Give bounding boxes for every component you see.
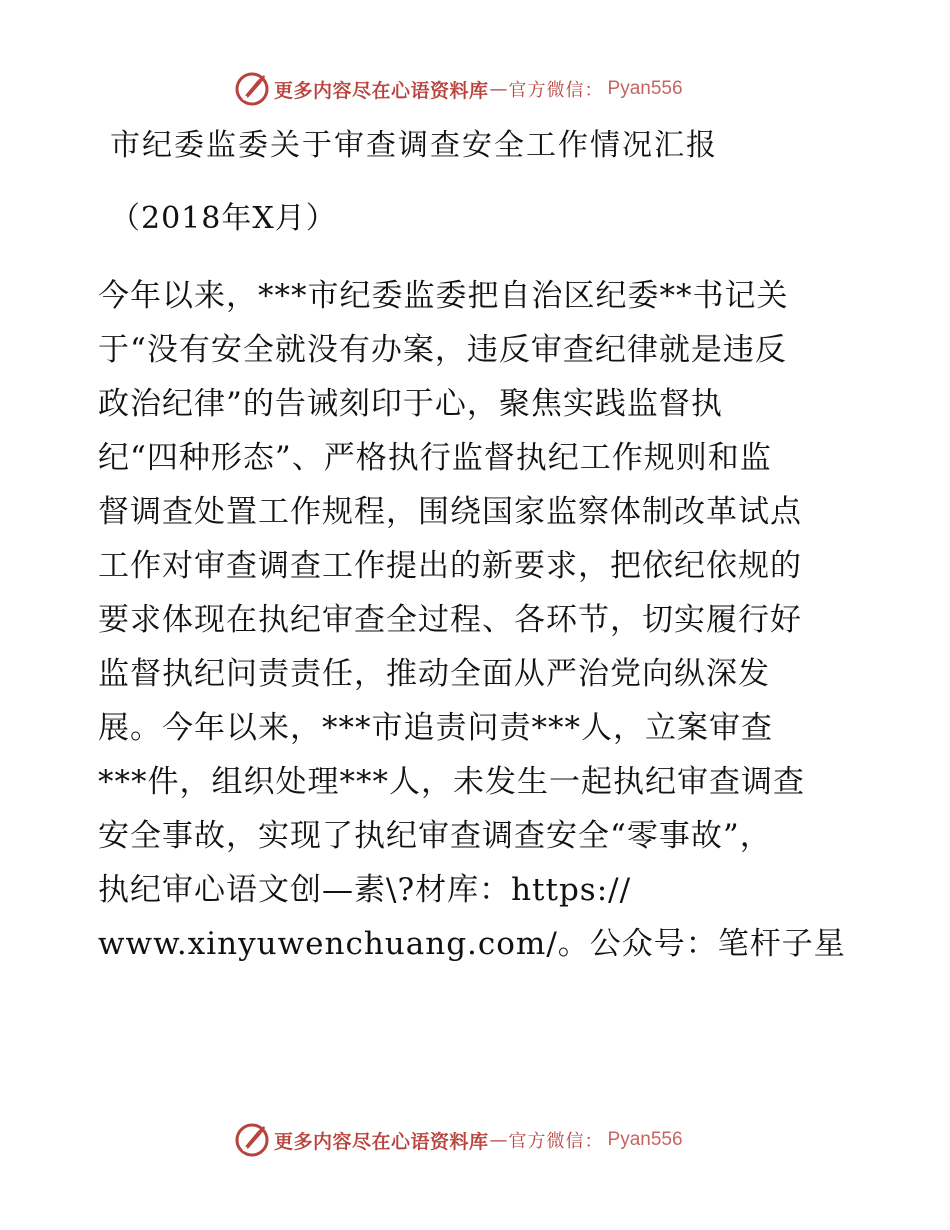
body-line: www.xinyuwenchuang.com/。公众号：笔杆子星 — [98, 926, 846, 962]
banner-wechat-label: 官方微信： — [508, 1131, 604, 1152]
quill-logo-icon — [234, 71, 270, 107]
body-line: 执纪审心语文创—素\?材库：https:// — [98, 872, 632, 908]
banner-wechat-label: 官方微信： — [508, 80, 604, 101]
footer-watermark — [234, 1122, 683, 1158]
document-title: 市纪委监委关于审查调查安全工作情况汇报 — [110, 128, 718, 163]
body-line: 今年以来，***市纪委监委把自治区纪委**书记关 — [98, 278, 789, 314]
header-watermark — [234, 71, 683, 107]
body-line: 于“没有安全就没有办案，违反审查纪律就是违反 — [98, 332, 787, 368]
body-line: 监督执纪问责责任，推动全面从严治党向纵深发 — [98, 656, 770, 692]
body-line: ***件，组织处理***人，未发生一起执纪审查调查 — [98, 764, 805, 800]
body-line: 督调查处置工作规程，围绕国家监察体制改革试点 — [98, 494, 802, 530]
body-line: 要求体现在执纪审查全过程、各环节，切实履行好 — [98, 602, 802, 638]
document-date: （2018年X月） — [110, 201, 337, 236]
banner-dash: — — [489, 1129, 508, 1151]
banner-text: 更多内容尽在心语资料库 — [274, 79, 489, 102]
body-line: 政治纪律”的告诫刻印于心，聚焦实践监督执 — [98, 386, 723, 422]
banner-dash: — — [489, 78, 508, 100]
body-line: 纪“四种形态”、严格执行监督执纪工作规则和监 — [98, 440, 772, 476]
body-line: 展。今年以来，***市追责问责***人，立案审查 — [98, 710, 773, 746]
document-body — [98, 269, 858, 971]
banner-wechat-id: Pyan556 — [607, 1129, 683, 1150]
banner-text: 更多内容尽在心语资料库 — [274, 1130, 489, 1153]
banner-wechat-id: Pyan556 — [607, 78, 683, 99]
quill-logo-icon — [234, 1122, 270, 1158]
body-line: 工作对审查调查工作提出的新要求，把依纪依规的 — [98, 548, 802, 584]
body-line: 安全事故，实现了执纪审查调查安全“零事故”， — [98, 818, 772, 854]
